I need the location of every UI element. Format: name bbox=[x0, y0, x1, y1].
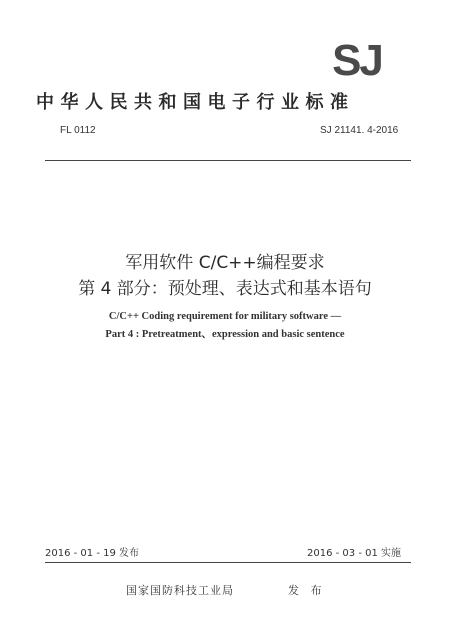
classification-code: FL 0112 bbox=[60, 125, 96, 136]
chinese-title-line-2: 第 4 部分：预处理、表达式和基本语句 bbox=[78, 279, 372, 299]
top-divider bbox=[45, 160, 411, 161]
standard-number: SJ 21141. 4-2016 bbox=[320, 125, 399, 136]
issue-date: 2016 - 01 - 19 发布 bbox=[45, 548, 140, 559]
sj-logo bbox=[322, 40, 392, 80]
standard-type-title: 中华人民共和国电子行业标准 bbox=[36, 92, 355, 113]
sj-logo-text: SJ bbox=[332, 40, 382, 80]
english-title-line-1: C/C++ Coding requirement for military software — bbox=[108, 311, 342, 322]
bottom-divider bbox=[45, 562, 411, 563]
english-title-line-2: Part 4 : Pretreatment、expression and basic sentence bbox=[105, 329, 345, 340]
publish-label: 发 布 bbox=[288, 584, 326, 597]
issuing-authority: 国家国防科技工业局 bbox=[126, 584, 234, 597]
chinese-title-line-1: 军用软件 C/C++编程要求 bbox=[125, 253, 325, 273]
implementation-date: 2016 - 03 - 01 实施 bbox=[307, 548, 402, 559]
